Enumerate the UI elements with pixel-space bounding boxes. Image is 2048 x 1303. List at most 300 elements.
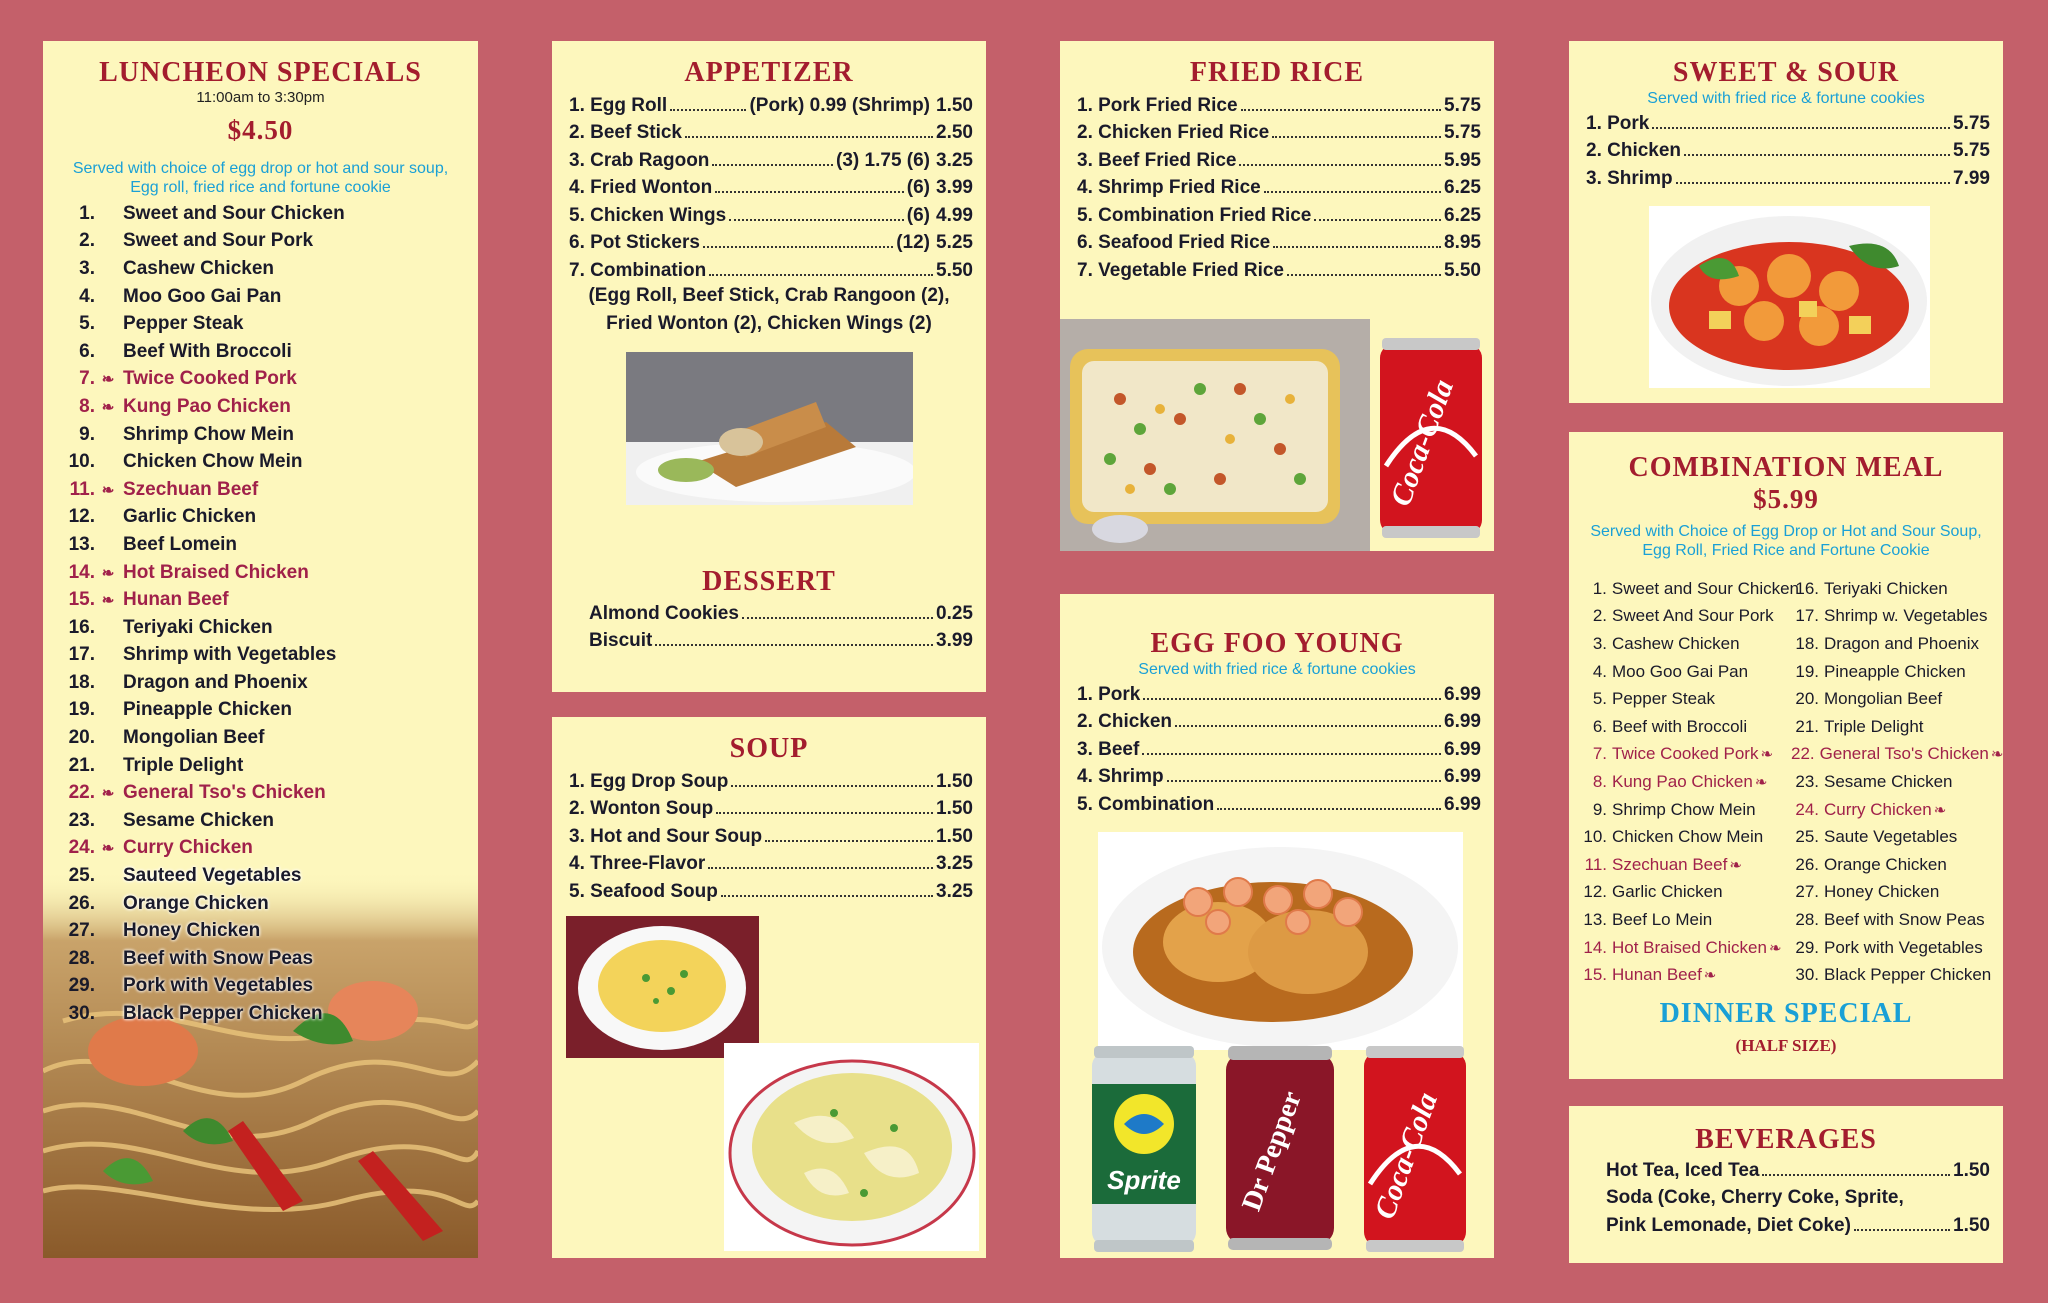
beverage-tea-price: 1.50 <box>1953 1159 1990 1181</box>
dot-leader <box>1762 1174 1950 1176</box>
item-name: 1. Pork <box>1077 683 1141 705</box>
combination-title: COMBINATION MEAL <box>1628 452 1944 483</box>
combo-item <box>1791 851 2001 879</box>
item-name: 3. Shrimp <box>1586 167 1673 189</box>
combo-item <box>1579 741 1799 769</box>
dinner-special-sub: (HALF SIZE) <box>1735 1036 1837 1055</box>
item-name: Honey Chicken <box>1824 882 1940 902</box>
menu-row <box>569 795 973 823</box>
item-price: 3.25 <box>936 880 973 902</box>
item-name: Szechuan Beef <box>1612 854 1728 874</box>
chili-pepper-icon: ❧ <box>101 785 115 803</box>
luncheon-item <box>63 255 463 283</box>
item-number: 7. <box>1592 744 1607 764</box>
soup-title: SOUP <box>729 733 809 764</box>
dot-leader <box>731 785 933 787</box>
dot-leader <box>1652 127 1950 129</box>
menu-row <box>1077 229 1481 257</box>
item-name: 3. Beef <box>1077 738 1140 760</box>
item-number: 25. <box>68 865 95 887</box>
item-name: Sweet and Sour Pork <box>123 230 314 252</box>
item-price: 6.25 <box>1444 177 1481 198</box>
dot-leader <box>685 136 933 138</box>
luncheon-item <box>63 504 463 532</box>
coke-can-1-label: Coca-Cola <box>1384 375 1461 511</box>
item-price: 4.99 <box>936 204 973 226</box>
item-name: 6. Seafood Fried Rice <box>1077 232 1271 253</box>
egg-drop-soup-photo <box>566 916 759 1058</box>
luncheon-item <box>63 421 463 449</box>
luncheon-item <box>63 973 463 1001</box>
combo-item <box>1791 796 2001 824</box>
item-name: Black Pepper Chicken <box>1824 965 1992 985</box>
dessert-title: DESSERT <box>702 566 836 597</box>
combo-item <box>1579 685 1799 713</box>
combo-item <box>1579 851 1799 879</box>
item-name: Twice Cooked Pork <box>123 368 297 390</box>
item-detail: (3) 1.75 (6) <box>836 149 931 171</box>
combo-item <box>1791 768 2001 796</box>
dot-leader <box>721 895 933 897</box>
coca-cola-can-2 <box>1360 1044 1470 1254</box>
item-number: 3. <box>1592 633 1607 653</box>
item-name: Beef with Snow Peas <box>1824 909 1985 929</box>
item-name: General Tso's Chicken <box>123 782 326 804</box>
dot-leader <box>715 191 904 193</box>
item-number: 26. <box>1795 854 1819 874</box>
item-name: Hot Braised Chicken <box>123 561 309 583</box>
luncheon-served-line2: Egg roll, fried rice and fortune cookie <box>130 179 391 196</box>
item-price: 6.99 <box>1444 793 1481 815</box>
item-number: 19. <box>68 699 95 721</box>
item-name: Hunan Beef <box>123 589 229 611</box>
egg-foo-young-sub: Served with fried rice & fortune cookies <box>1138 661 1416 678</box>
dot-leader <box>1167 780 1441 782</box>
item-name: Kung Pao Chicken <box>123 395 291 417</box>
soup-panel <box>552 717 986 1258</box>
item-number: 1. <box>79 202 95 224</box>
sweet-sour-list <box>1586 109 1990 192</box>
item-number: 3. <box>79 257 95 279</box>
item-number: 24. <box>68 837 95 859</box>
item-number: 9. <box>79 423 95 445</box>
luncheon-item <box>63 945 463 973</box>
item-number: 21. <box>68 754 95 776</box>
item-name: 2. Wonton Soup <box>569 798 714 819</box>
luncheon-item <box>63 642 463 670</box>
item-number: 18. <box>1795 633 1819 653</box>
item-name: Pepper Steak <box>123 313 244 335</box>
item-name: Shrimp Chow Mein <box>1612 799 1756 819</box>
menu-row <box>589 627 973 655</box>
item-name: Sesame Chicken <box>123 809 275 831</box>
dot-leader <box>1676 182 1950 184</box>
item-price: 5.75 <box>1953 140 1990 161</box>
menu-row <box>1077 91 1481 119</box>
combo-item <box>1579 934 1799 962</box>
menu-row <box>569 229 973 257</box>
menu-row <box>569 146 973 174</box>
dot-leader <box>1684 154 1950 156</box>
menu-row <box>1077 763 1481 791</box>
dot-leader <box>716 812 933 814</box>
item-price: 5.75 <box>1444 122 1481 143</box>
item-name: 5. Chicken Wings <box>569 204 727 226</box>
combination-list-right <box>1791 575 2004 989</box>
item-name: Shrimp w. Vegetables <box>1824 606 1988 626</box>
item-number: 8. <box>79 395 95 417</box>
item-name: Twice Cooked Pork <box>1612 744 1759 764</box>
item-price: 5.75 <box>1953 112 1990 134</box>
item-number: 6. <box>79 340 95 362</box>
item-name: Szechuan Beef <box>123 478 259 500</box>
item-number: 2. <box>79 230 95 252</box>
dot-leader <box>655 644 933 646</box>
item-number: 22. <box>1791 744 1815 764</box>
combo-item <box>1791 603 2001 631</box>
item-price: 6.25 <box>1444 204 1481 226</box>
item-number: 16. <box>1795 578 1819 598</box>
chili-pepper-icon: ❧ <box>1760 746 1774 764</box>
chili-pepper-icon: ❧ <box>101 398 115 416</box>
dot-leader <box>742 617 933 619</box>
sweet-sour-title: SWEET & SOUR <box>1672 57 1900 88</box>
combo-item <box>1791 906 2001 934</box>
luncheon-item <box>63 531 463 559</box>
luncheon-item <box>63 835 463 863</box>
chili-pepper-icon: ❧ <box>1703 967 1717 985</box>
item-name: Dragon and Phoenix <box>1824 633 1980 653</box>
item-number: 6. <box>1592 716 1607 736</box>
item-name: Dragon and Phoenix <box>123 671 308 693</box>
combo-item <box>1579 879 1799 907</box>
combo-item <box>1791 713 2001 741</box>
item-name: Honey Chicken <box>123 920 261 942</box>
item-price: 3.25 <box>936 149 973 171</box>
item-number: 18. <box>68 671 95 693</box>
luncheon-item <box>63 200 463 228</box>
item-number: 19. <box>1795 661 1819 681</box>
luncheon-item <box>63 283 463 311</box>
item-detail: (12) <box>896 232 931 253</box>
item-number: 4. <box>79 285 95 307</box>
combination-list-left <box>1579 575 1799 989</box>
menu-row <box>569 201 973 229</box>
item-detail: (6) <box>906 204 931 226</box>
item-price: 6.99 <box>1444 766 1481 787</box>
item-name: Chicken Chow Mein <box>123 451 303 473</box>
item-number: 26. <box>68 892 95 914</box>
menu-row <box>1586 109 1990 137</box>
chili-pepper-icon: ❧ <box>101 840 115 858</box>
item-price: 5.50 <box>936 259 973 281</box>
item-number: 25. <box>1795 827 1819 847</box>
item-name: Pork with Vegetables <box>123 975 314 997</box>
luncheon-title: LUNCHEON SPECIALS <box>99 57 422 88</box>
combo-item <box>1791 823 2001 851</box>
item-name: 5. Combination Fried Rice <box>1077 204 1312 226</box>
combo-item <box>1579 658 1799 686</box>
item-name: 5. Seafood Soup <box>569 880 718 902</box>
chili-pepper-icon: ❧ <box>1990 746 2004 764</box>
item-number: 28. <box>68 947 95 969</box>
dr-pepper-can <box>1220 1044 1340 1254</box>
item-number: 30. <box>1795 965 1819 985</box>
item-price: 0.25 <box>936 602 973 624</box>
menu-row <box>1077 680 1481 708</box>
combo-item <box>1579 796 1799 824</box>
item-name: Hunan Beef <box>1612 965 1702 985</box>
luncheon-price: $4.50 <box>227 115 294 145</box>
fried-rice-photo <box>1060 319 1370 551</box>
item-name: Sweet and Sour Chicken <box>1611 578 1799 598</box>
item-number: 14. <box>1583 937 1607 957</box>
dot-leader <box>712 164 833 166</box>
item-number: 17. <box>68 644 95 666</box>
beverages-title: BEVERAGES <box>1695 1124 1877 1155</box>
item-price: 5.75 <box>1444 94 1481 116</box>
item-name: Mongolian Beef <box>123 727 265 749</box>
item-number: 23. <box>68 809 95 831</box>
item-price: 5.95 <box>1444 149 1481 171</box>
beverages-panel <box>1569 1106 2003 1263</box>
item-name: Almond Cookies <box>589 602 739 624</box>
menu-row <box>569 877 973 905</box>
item-number: 12. <box>68 506 95 528</box>
combo-item <box>1791 630 2001 658</box>
item-name: 1. Egg Roll <box>569 94 668 116</box>
dot-leader <box>1142 753 1441 755</box>
luncheon-hours: 11:00am to 3:30pm <box>196 89 325 106</box>
item-name: Shrimp with Vegetables <box>123 644 337 666</box>
item-number: 23. <box>1795 771 1819 791</box>
item-name: Beef with Snow Peas <box>123 947 314 969</box>
item-name: Pineapple Chicken <box>123 699 292 721</box>
item-number: 12. <box>1583 882 1607 902</box>
egg-foo-young-panel <box>1060 594 1494 1258</box>
item-number: 21. <box>1795 716 1819 736</box>
combo-item <box>1579 961 1799 989</box>
luncheon-item <box>63 807 463 835</box>
item-number: 20. <box>68 727 95 749</box>
item-price: 3.99 <box>936 177 973 198</box>
egg-foo-young-list <box>1077 680 1481 818</box>
menu-row <box>1077 708 1481 736</box>
item-number: 24. <box>1795 799 1819 819</box>
item-name: Triple Delight <box>123 754 244 776</box>
item-number: 28. <box>1795 909 1819 929</box>
item-number: 15. <box>1583 965 1607 985</box>
item-price: 1.50 <box>936 94 973 116</box>
item-number: 2. <box>1592 606 1607 626</box>
item-name: Triple Delight <box>1824 716 1924 736</box>
combo-item <box>1579 603 1799 631</box>
combo-item <box>1791 685 2001 713</box>
dr-pepper-label: Dr Pepper <box>1236 1087 1308 1215</box>
dot-leader <box>1272 136 1441 138</box>
appetizer-list <box>569 91 973 284</box>
appetizer-title: APPETIZER <box>684 57 854 88</box>
item-name: Cashew Chicken <box>123 257 274 279</box>
combo-item <box>1791 934 2001 962</box>
dot-leader <box>1264 191 1441 193</box>
item-number: 13. <box>1583 909 1607 929</box>
item-name: Kung Pao Chicken <box>1612 771 1753 791</box>
combo-note-line2: Fried Wonton (2), Chicken Wings (2) <box>606 313 932 334</box>
item-number: 11. <box>69 478 95 500</box>
sweet-sour-photo <box>1649 206 1930 388</box>
menu-row <box>1077 735 1481 763</box>
luncheon-item <box>63 779 463 807</box>
item-name: Pepper Steak <box>1612 689 1716 709</box>
sweet-sour-sub: Served with fried rice & fortune cookies <box>1647 90 1925 107</box>
menu-row <box>1077 790 1481 818</box>
luncheon-item <box>63 1000 463 1028</box>
dot-leader <box>1217 808 1441 810</box>
item-name: 7. Combination <box>569 259 707 281</box>
combo-item <box>1579 630 1799 658</box>
luncheon-item <box>63 890 463 918</box>
beverage-row-soda <box>1606 1184 1990 1212</box>
item-name: 1. Pork Fried Rice <box>1077 94 1238 116</box>
chili-pepper-icon: ❧ <box>101 564 115 582</box>
item-name: Mongolian Beef <box>1824 689 1943 709</box>
luncheon-item <box>63 559 463 587</box>
menu-row <box>1586 137 1990 165</box>
chili-pepper-icon: ❧ <box>101 592 115 610</box>
item-number: 27. <box>68 920 95 942</box>
fried-rice-list <box>1077 91 1481 284</box>
item-name: Hot Braised Chicken <box>1612 937 1767 957</box>
dot-leader <box>1314 219 1441 221</box>
item-number: 5. <box>1592 689 1607 709</box>
item-name: Black Pepper Chicken <box>123 1003 323 1025</box>
menu-row <box>569 119 973 147</box>
item-price: 3.25 <box>936 853 973 874</box>
item-name: Moo Goo Gai Pan <box>1612 661 1749 681</box>
egg-roll-photo <box>626 352 913 505</box>
beverage-row-tea <box>1606 1156 1990 1184</box>
item-name: Moo Goo Gai Pan <box>123 285 282 307</box>
item-number: 20. <box>1795 689 1819 709</box>
item-number: 14. <box>68 561 95 583</box>
item-name: 2. Chicken <box>1586 140 1682 161</box>
item-number: 16. <box>68 616 95 638</box>
item-name: Sweet and Sour Chicken <box>123 202 345 224</box>
luncheon-item <box>63 393 463 421</box>
fried-rice-title: FRIED RICE <box>1189 57 1365 88</box>
fried-rice-panel <box>1060 41 1494 551</box>
item-name: 3. Crab Ragoon <box>569 149 710 171</box>
item-name: Sesame Chicken <box>1824 771 1953 791</box>
combination-panel <box>1569 432 2003 1079</box>
dot-leader <box>1241 109 1442 111</box>
item-name: 2. Chicken <box>1077 711 1173 732</box>
combo-item <box>1791 575 2001 603</box>
dot-leader <box>703 246 893 248</box>
coca-cola-can-1 <box>1376 336 1486 541</box>
item-name: Beef With Broccoli <box>123 340 292 362</box>
luncheon-item <box>63 724 463 752</box>
item-name: 2. Beef Stick <box>569 122 682 143</box>
menu-row <box>569 174 973 202</box>
item-name: Curry Chicken <box>1824 799 1932 819</box>
luncheon-item <box>63 310 463 338</box>
item-name: 1. Pork <box>1586 112 1650 134</box>
item-name: Beef Lomein <box>123 533 238 555</box>
item-name: Cashew Chicken <box>1612 633 1740 653</box>
menu-row <box>569 850 973 878</box>
item-price: 8.95 <box>1444 232 1481 253</box>
beverage-soda-price: 1.50 <box>1953 1214 1990 1236</box>
item-number: 10. <box>1583 827 1607 847</box>
menu-row <box>1077 201 1481 229</box>
item-number: 15. <box>68 589 95 611</box>
item-name: Sauteed Vegetables <box>123 865 302 887</box>
soup-list <box>569 767 973 905</box>
egg-foo-young-title: EGG FOO YOUNG <box>1150 628 1404 659</box>
luncheon-item <box>63 366 463 394</box>
menu-row <box>569 91 973 119</box>
item-number: 13. <box>68 533 95 555</box>
dot-leader <box>765 840 933 842</box>
menu-row <box>1077 174 1481 202</box>
item-number: 9. <box>1592 799 1607 819</box>
item-price: 3.99 <box>936 630 973 651</box>
item-number: 5. <box>79 313 95 335</box>
item-price: 5.50 <box>1444 259 1481 281</box>
beverage-soda-name: Pink Lemonade, Diet Coke) <box>1606 1214 1851 1236</box>
item-number: 27. <box>1795 882 1819 902</box>
item-number: 7. <box>79 368 95 390</box>
item-number: 30. <box>68 1003 95 1025</box>
dessert-list <box>589 599 973 654</box>
item-number: 22. <box>68 782 95 804</box>
item-detail: (6) <box>906 177 931 198</box>
item-price: 1.50 <box>936 770 973 792</box>
item-name: Pork with Vegetables <box>1824 937 1983 957</box>
luncheon-item <box>63 669 463 697</box>
item-name: Garlic Chicken <box>123 506 257 528</box>
dot-leader <box>1287 274 1441 276</box>
menu-row <box>589 599 973 627</box>
item-number: 17. <box>1795 606 1819 626</box>
menu-row <box>1586 164 1990 192</box>
combo-item <box>1791 741 2004 769</box>
wonton-soup-photo <box>724 1043 979 1251</box>
item-price: 7.99 <box>1953 167 1990 189</box>
item-name: Pineapple Chicken <box>1824 661 1966 681</box>
beverage-row-soda-2 <box>1606 1211 1990 1239</box>
item-name: 7. Vegetable Fried Rice <box>1077 259 1284 281</box>
item-number: 29. <box>1795 937 1819 957</box>
combination-sub-line1: Served with Choice of Egg Drop or Hot and Sour Soup, <box>1590 523 1982 540</box>
chili-pepper-icon: ❧ <box>101 371 115 389</box>
combo-item <box>1579 823 1799 851</box>
item-number: 1. <box>1592 578 1607 598</box>
item-name: Beef Lo Mein <box>1612 909 1713 929</box>
egg-foo-young-photo <box>1098 832 1463 1050</box>
item-name: Orange Chicken <box>1824 854 1947 874</box>
menu-row <box>569 256 973 284</box>
combo-item <box>1579 906 1799 934</box>
menu-row <box>1077 146 1481 174</box>
chili-pepper-icon: ❧ <box>1768 939 1782 957</box>
item-name: 5. Combination <box>1077 793 1215 815</box>
item-name: Saute Vegetables <box>1824 827 1958 847</box>
dot-leader <box>1143 698 1441 700</box>
item-number: 29. <box>68 975 95 997</box>
